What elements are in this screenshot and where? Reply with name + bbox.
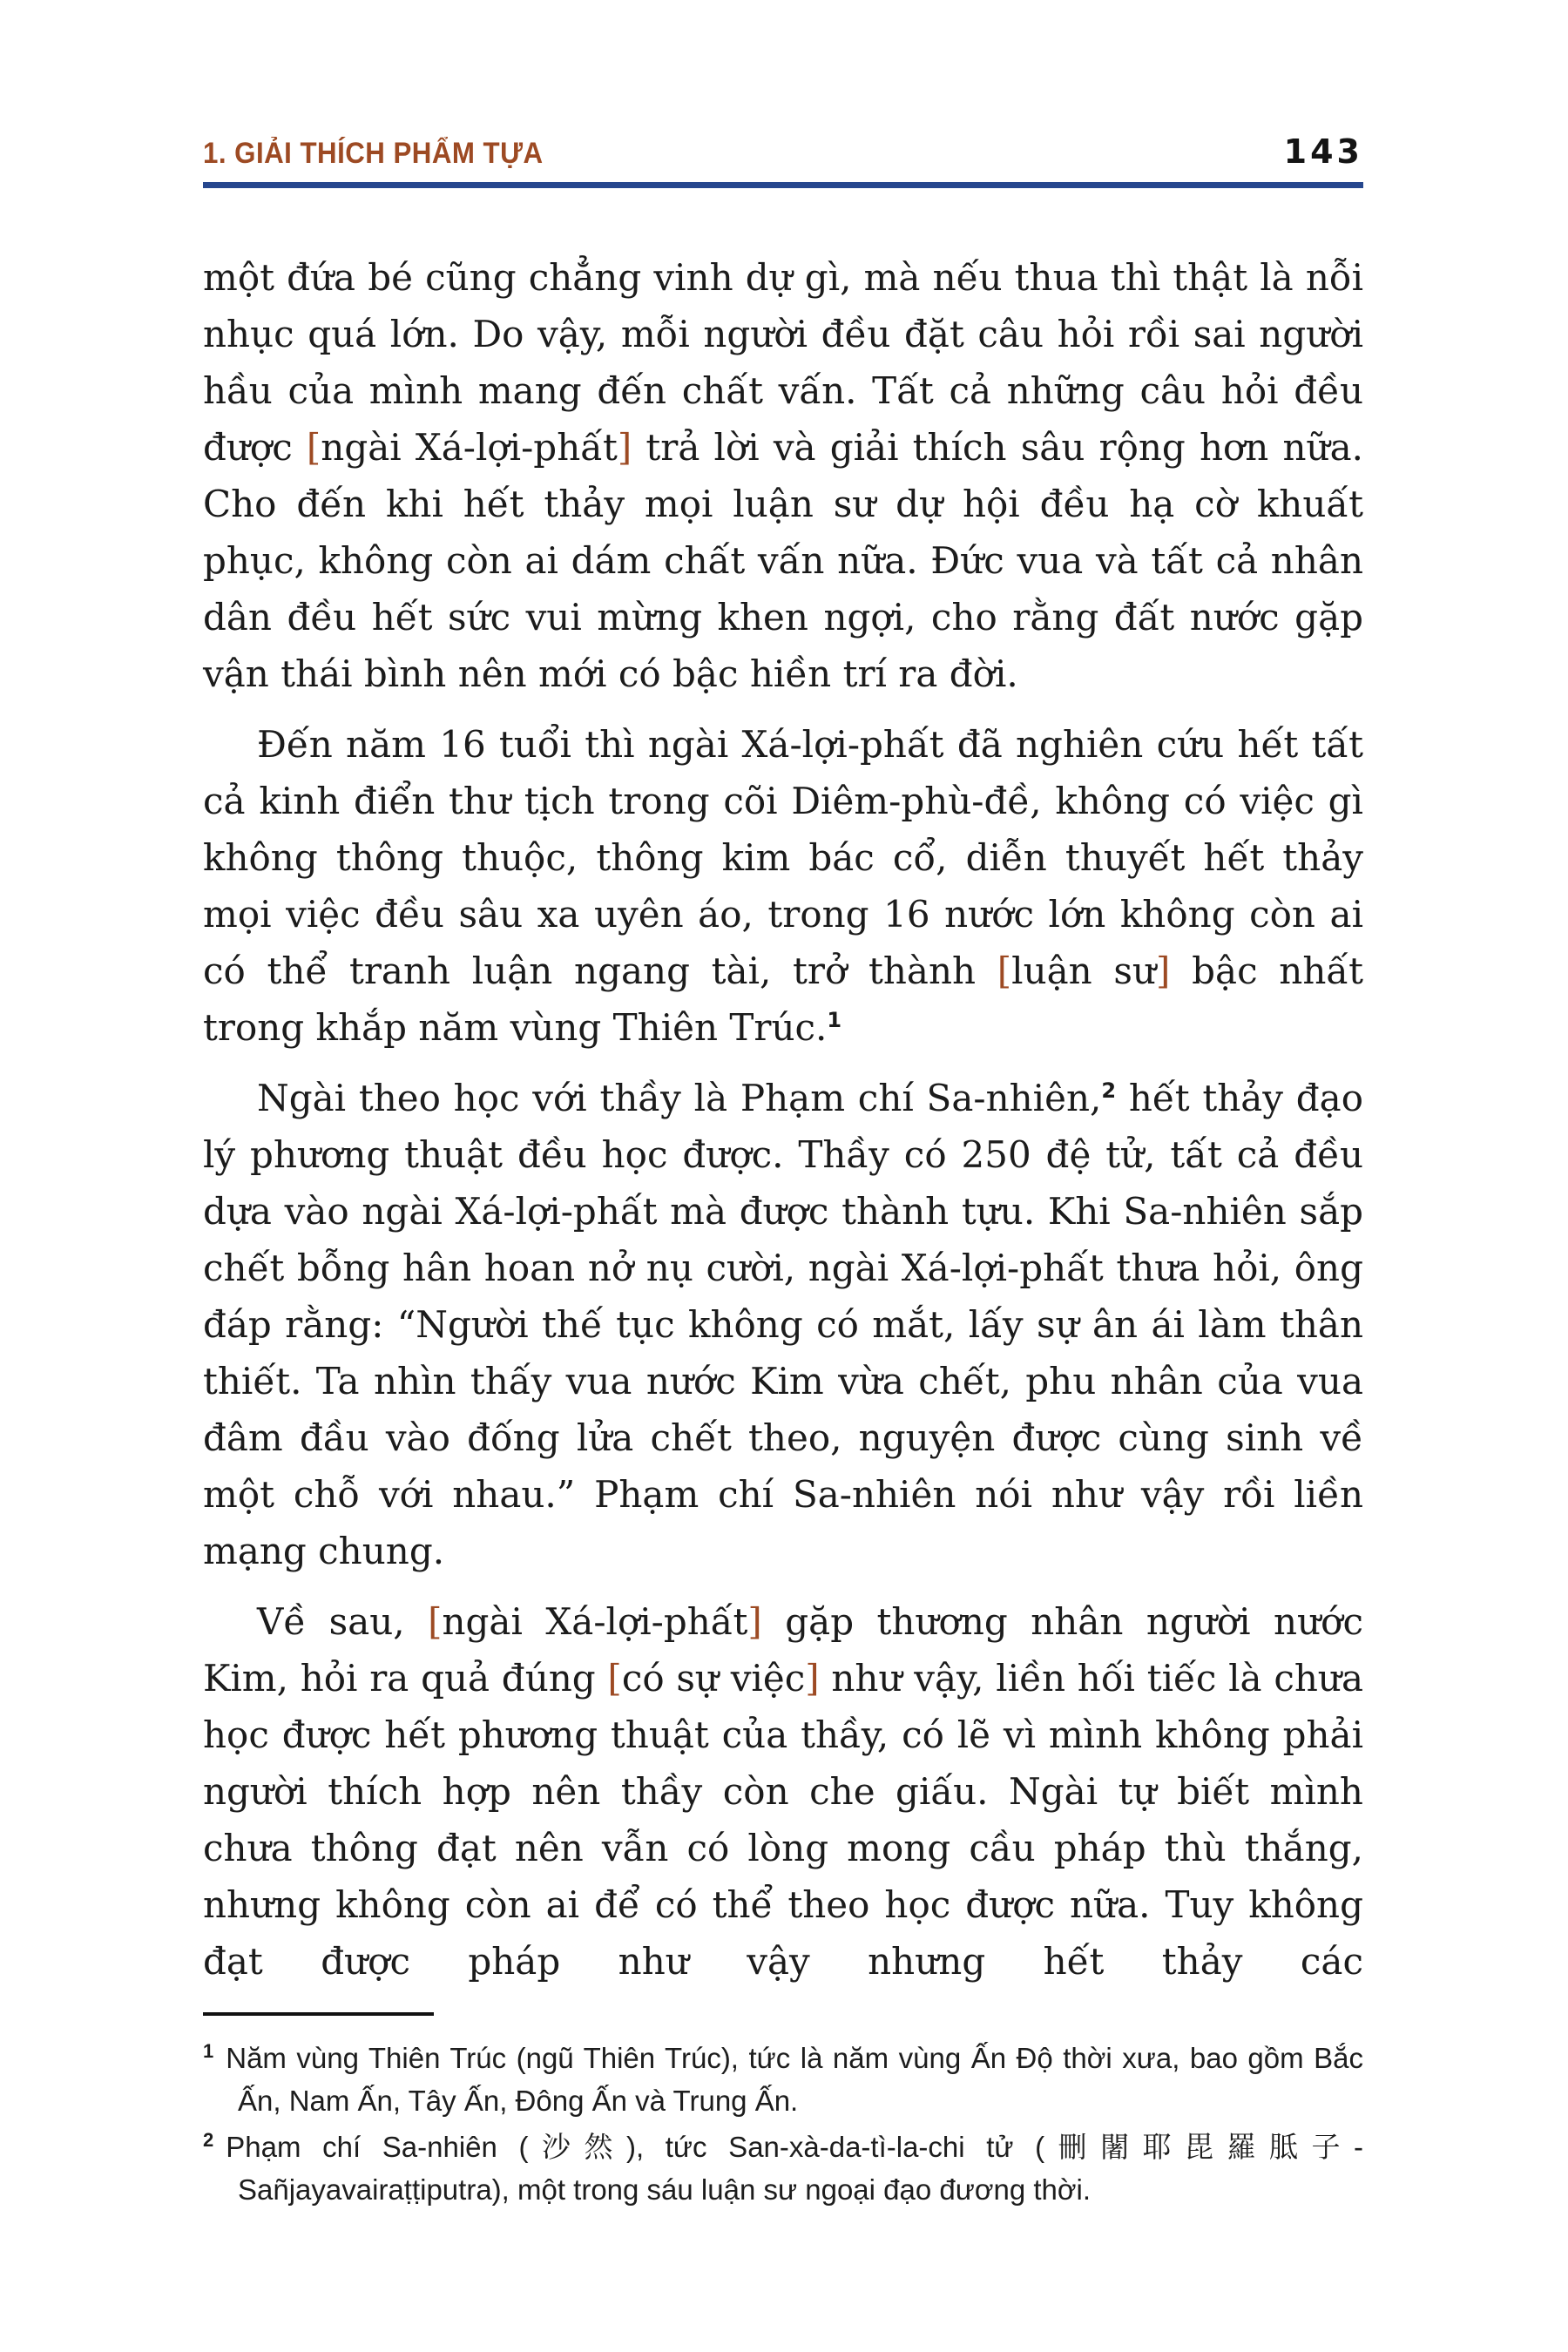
bracket-accent: [	[607, 1657, 622, 1700]
footnotes	[203, 2037, 1363, 2211]
footnote-item	[203, 2037, 1363, 2122]
footnote-ref: 1	[827, 1008, 842, 1032]
text-segment: ngài Xá-lợi-phất	[321, 426, 618, 469]
bracket-accent: [	[306, 426, 321, 469]
footnote-item	[203, 2126, 1363, 2211]
footnote-marker: 2	[203, 2129, 214, 2151]
page-number: 143	[1283, 132, 1363, 171]
paragraph	[203, 1593, 1363, 1990]
footnote-ref: 2	[1101, 1078, 1117, 1103]
footnote-marker: 1	[203, 2040, 214, 2062]
header-rule	[203, 182, 1363, 188]
text-segment: có sự việc	[621, 1657, 806, 1700]
bracket-accent: ]	[1156, 950, 1171, 992]
text-segment: một đứa bé cũng chẳng vinh dự gì, mà nếu thua thì thật là nỗi nhục quá lớn. Do vậy, mỗi người đều đặt câu hỏi rồi sai người hầu của mình mang đến chất vấn. Tất cả những câu hỏi đều được	[203, 256, 1363, 469]
text-segment: luận sư	[1011, 950, 1157, 992]
text-segment: Ngài theo học với thầy là Phạm chí Sa-nhiên,	[257, 1077, 1102, 1119]
text-segment: Về sau,	[257, 1600, 429, 1643]
text-segment: ngài Xá-lợi-phất	[442, 1600, 748, 1643]
paragraph	[203, 716, 1363, 1056]
bracket-accent: ]	[617, 426, 632, 469]
bracket-accent: ]	[805, 1657, 820, 1700]
bracket-accent: ]	[747, 1600, 762, 1643]
text-segment: bậc nhất trong khắp năm vùng Thiên Trúc.	[203, 950, 1364, 1049]
text-segment: trả lời và giải thích sâu rộng hơn nữa. Cho đến khi hết thảy mọi luận sư dự hội đều hạ cờ khuất phục, không còn ai dám chất vấn nữa. Đức vua và tất cả nhân dân đều hết sức vui mừng khen ngợi, cho rằng đất nước gặp vận thái bình nên mới có bậc hiền trí ra đời.	[203, 426, 1363, 695]
text-segment: gặp thương nhân người nước Kim, hỏi ra quả đúng	[203, 1600, 1363, 1700]
body-text	[203, 249, 1363, 1990]
paragraph	[203, 249, 1363, 702]
bracket-accent: [	[997, 950, 1012, 992]
footnote-separator	[203, 2012, 434, 2016]
text-segment: hết thảy đạo lý phương thuật đều học được. Thầy có 250 đệ tử, tất cả đều dựa vào ngài Xá-lợi-phất mà được thành tựu. Khi Sa-nhiên sắp chết bỗng hân hoan nở nụ cười, ngài Xá-lợi-phất thưa hỏi, ông đáp rằng: “Người thế tục không có mắt, lấy sự ân ái làm thân thiết. Ta nhìn thấy vua nước Kim vừa chết, phu nhân của vua đâm đầu vào đống lửa chết theo, nguyện được cùng sinh về một chỗ với nhau.” Phạm chí Sa-nhiên nói như vậy rồi liền mạng chung.	[203, 1077, 1363, 1572]
footnote-text: Phạm chí Sa-nhiên (沙然), tức San-xà-da-tì-la-chi tử (刪闍耶毘羅胝子-Sañjayavairaṭṭiputra), một trong sáu luận sư ngoại đạo đương thời.	[226, 2131, 1363, 2206]
paragraph	[203, 1070, 1363, 1579]
footnote-text: Năm vùng Thiên Trúc (ngũ Thiên Trúc), tức là năm vùng Ấn Độ thời xưa, bao gồm Bắc Ấn, Nam Ấn, Tây Ấn, Đông Ấn và Trung Ấn.	[226, 2042, 1363, 2117]
running-header	[203, 132, 1363, 171]
chapter-title: 1. GIẢI THÍCH PHẨM TỰA	[203, 137, 544, 170]
text-segment: như vậy, liền hối tiếc là chưa học được hết phương thuật của thầy, có lẽ vì mình không phải người thích hợp nên thầy còn che giấu. Ngài tự biết mình chưa thông đạt nên vẫn có lòng mong cầu pháp thù thắng, nhưng không còn ai để có thể theo học được nữa. Tuy không đạt được pháp như vậy nhưng hết thảy các	[203, 1657, 1363, 1983]
text-segment: Đến năm 16 tuổi thì ngài Xá-lợi-phất đã nghiên cứu hết tất cả kinh điển thư tịch trong cõi Diêm-phù-đề, không có việc gì không thông thuộc, thông kim bác cổ, diễn thuyết hết thảy mọi việc đều sâu xa uyên áo, trong 16 nước lớn không còn ai có thể tranh luận ngang tài, trở thành	[203, 723, 1363, 992]
bracket-accent: [	[428, 1600, 443, 1643]
